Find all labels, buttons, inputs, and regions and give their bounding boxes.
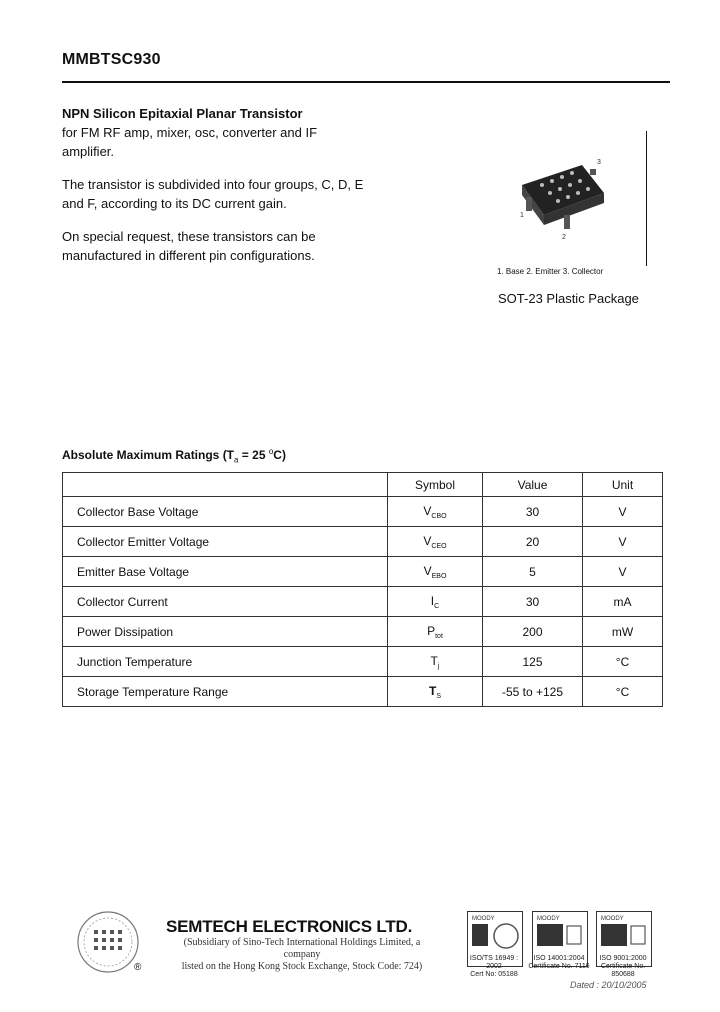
symbol-cell bbox=[388, 557, 483, 587]
value-cell: 30 bbox=[483, 497, 583, 527]
symbol-subscript: C bbox=[434, 602, 440, 610]
symbol-cell bbox=[388, 677, 483, 707]
symbol-cell bbox=[388, 497, 483, 527]
symbol-cell bbox=[388, 647, 483, 677]
application-text: for FM RF amp, mixer, osc, converter and IF amplifier. bbox=[62, 125, 318, 159]
part-number: MMBTSC930 bbox=[62, 51, 161, 68]
company-subsidiary-note bbox=[168, 937, 436, 973]
pin-2-label: 2 bbox=[562, 234, 566, 241]
table-row bbox=[63, 617, 663, 647]
company-seal-icon bbox=[76, 910, 140, 974]
cert-brand: MOODY bbox=[601, 916, 624, 922]
value-cell: 200 bbox=[483, 617, 583, 647]
special-request-paragraph: On special request, these transistors can be manufactured in different pin configurations. bbox=[62, 229, 316, 263]
symbol-cell bbox=[388, 527, 483, 557]
cert-label bbox=[592, 955, 654, 979]
value-cell: 20 bbox=[483, 527, 583, 557]
cert-standard: ISO/TS 16949 : 2002 bbox=[469, 955, 519, 970]
value-cell: 125 bbox=[483, 647, 583, 677]
symbol-letter: T bbox=[428, 683, 437, 698]
registered-mark: ® bbox=[134, 962, 142, 973]
ratings-title bbox=[62, 447, 286, 464]
ratings-table bbox=[62, 472, 663, 707]
unit-cell: mW bbox=[583, 617, 663, 647]
application-paragraph bbox=[62, 104, 372, 161]
ratings-title-mid: = 25 bbox=[238, 448, 269, 462]
parameter-cell: Collector Emitter Voltage bbox=[63, 527, 388, 557]
symbol-subscript: j bbox=[437, 662, 440, 670]
ratings-title-sub: a bbox=[234, 455, 239, 465]
package-divider bbox=[646, 131, 647, 266]
parameter-cell: Emitter Base Voltage bbox=[63, 557, 388, 587]
table-row bbox=[63, 527, 663, 557]
cert-standard: ISO 9001:2000 bbox=[599, 955, 647, 962]
parameter-cell: Collector Base Voltage bbox=[63, 497, 388, 527]
pin-1-label: 1 bbox=[520, 212, 524, 219]
cert-brand: MOODY bbox=[537, 916, 560, 922]
parameter-cell: Power Dissipation bbox=[63, 617, 388, 647]
cert-brand: MOODY bbox=[472, 916, 495, 922]
symbol-cell bbox=[388, 617, 483, 647]
symbol-cell bbox=[388, 587, 483, 617]
symbol-letter: V bbox=[423, 563, 432, 578]
pin-3-label: 3 bbox=[597, 159, 601, 166]
symbol-letter: V bbox=[423, 533, 432, 548]
ratings-title-prefix: Absolute Maximum Ratings (T bbox=[62, 448, 235, 462]
description-block bbox=[62, 104, 372, 279]
table-row bbox=[63, 497, 663, 527]
table-row bbox=[63, 677, 663, 707]
value-cell: 30 bbox=[483, 587, 583, 617]
unit-cell: °C bbox=[583, 647, 663, 677]
value-cell: 5 bbox=[483, 557, 583, 587]
cert-number: Certificate No. 850688 bbox=[600, 963, 646, 978]
cert-label bbox=[463, 955, 525, 979]
symbol-letter: V bbox=[423, 503, 432, 518]
cert-label bbox=[528, 955, 590, 971]
symbol-letter: I bbox=[430, 593, 435, 608]
symbol-subscript: CBO bbox=[431, 512, 447, 520]
ratings-title-suffix: C) bbox=[273, 448, 286, 462]
unit-cell: V bbox=[583, 527, 663, 557]
header-symbol: Symbol bbox=[388, 473, 483, 497]
package-caption: SOT-23 Plastic Package bbox=[498, 291, 639, 306]
parameter-cell: Storage Temperature Range bbox=[63, 677, 388, 707]
symbol-subscript: tot bbox=[435, 632, 443, 640]
ratings-header-row bbox=[63, 473, 663, 497]
device-subtitle: NPN Silicon Epitaxial Planar Transistor bbox=[62, 106, 303, 121]
table-row bbox=[63, 647, 663, 677]
unit-cell: V bbox=[583, 557, 663, 587]
unit-cell: V bbox=[583, 497, 663, 527]
unit-cell: mA bbox=[583, 587, 663, 617]
company-name: SEMTECH ELECTRONICS LTD. bbox=[166, 917, 413, 936]
symbol-subscript: S bbox=[436, 692, 441, 700]
header-unit: Unit bbox=[583, 473, 663, 497]
value-cell: -55 to +125 bbox=[483, 677, 583, 707]
sot23-package-icon bbox=[512, 155, 612, 243]
subsidiary-line-1: (Subsidiary of Sino-Tech International Holdings Limited, a company bbox=[183, 937, 421, 960]
symbol-letter: T bbox=[430, 653, 438, 668]
cert-number: Cert No: 05188 bbox=[470, 971, 518, 978]
header-value: Value bbox=[483, 473, 583, 497]
table-row bbox=[63, 587, 663, 617]
unit-cell: °C bbox=[583, 677, 663, 707]
parameter-cell: Collector Current bbox=[63, 587, 388, 617]
subsidiary-line-2: listed on the Hong Kong Stock Exchange, Stock Code: 724) bbox=[181, 961, 423, 972]
parameter-cell: Junction Temperature bbox=[63, 647, 388, 677]
header-rule bbox=[62, 81, 670, 83]
cert-standard: ISO 14001:2004 bbox=[533, 955, 585, 962]
symbol-subscript: CEO bbox=[431, 542, 447, 550]
groups-paragraph: The transistor is subdivided into four groups, C, D, E and F, according to its DC current gain. bbox=[62, 177, 364, 211]
symbol-letter: P bbox=[427, 623, 436, 638]
cert-number: Certificate No. 7116 bbox=[528, 963, 590, 970]
pin-legend: 1. Base 2. Emitter 3. Collector bbox=[497, 267, 604, 276]
symbol-subscript: EBO bbox=[431, 572, 447, 580]
table-row bbox=[63, 557, 663, 587]
header-parameter bbox=[63, 473, 388, 497]
ratings-title-sup: o bbox=[268, 447, 274, 456]
dated-stamp: Dated : 20/10/2005 bbox=[570, 980, 647, 990]
